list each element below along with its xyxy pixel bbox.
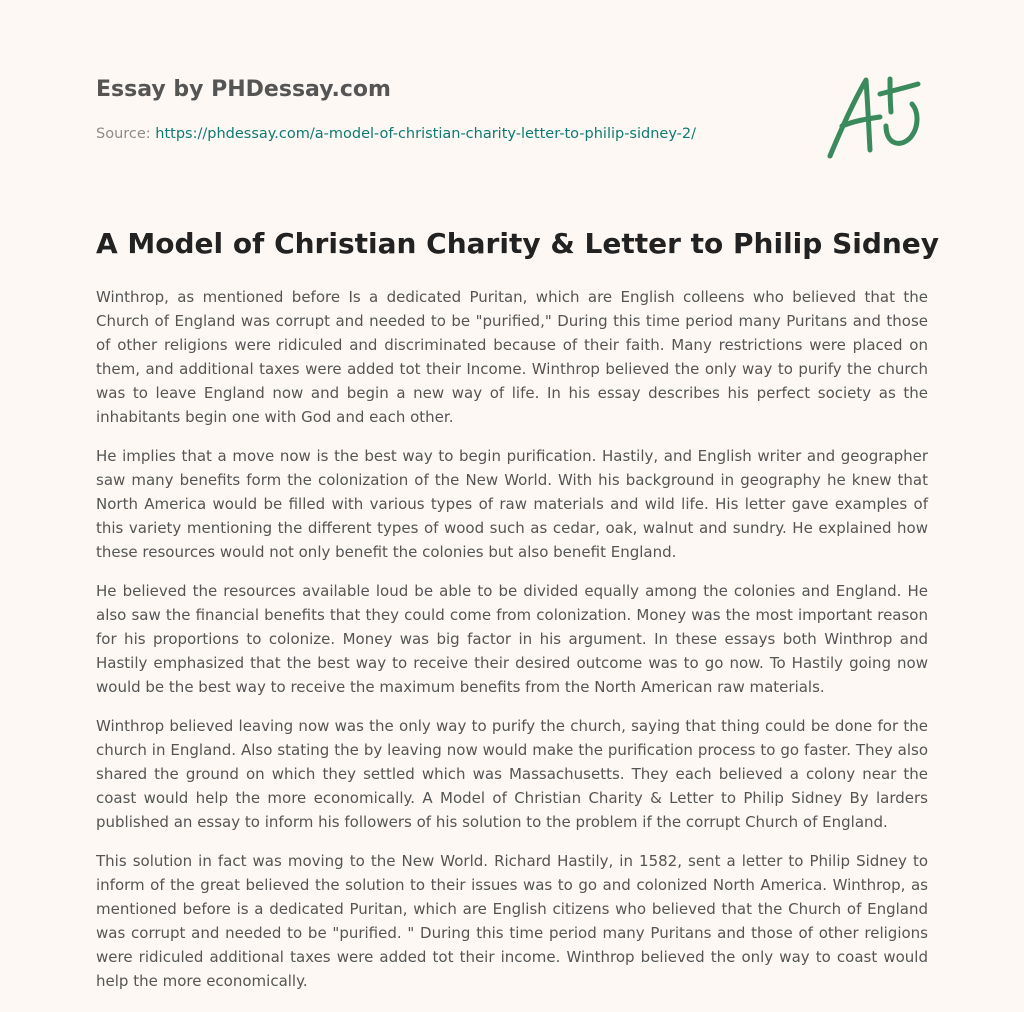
source-line (96, 124, 796, 144)
essay-paragraph: He implies that a move now is the best way to begin purification. Hastily, and English writer and geographer saw many benefits form the colonization of the New World. With his background in geography he knew that North America would be filled with various types of raw materials and wild life. His letter gave examples of this variety mentioning the different types of wood such as cedar, oak, walnut and sundry. He explained how these resources would not only benefit the colonies but also benefit England. (96, 447, 928, 561)
essay-paragraph: Winthrop believed leaving now was the only way to purify the church, saying that thing could be done for the church in England. Also stating the by leaving now would make the purification process to go faster. They also shared the ground on which they settled which was Massachusetts. They each believed a colony near the coast would help the more economically. A Model of Christian Charity & Letter to Philip Sidney By larders published an essay to inform his followers of his solution to the problem if the corrupt Church of England. (96, 717, 928, 831)
essay-title: A Model of Christian Charity & Letter to Philip Sidney (96, 227, 940, 260)
a-plus-grade-icon (824, 70, 926, 162)
header (96, 76, 796, 144)
essay-paragraph: He believed the resources available loud be able to be divided equally among the colonies and England. He also saw the financial benefits that they could come from colonization. Money was the most important reason for his proportions to colonize. Money was big factor in his argument. In these essays both Winthrop and Hastily emphasized that the best way to receive their desired outcome was to go now. To Hastily going now would be the best way to receive the maximum benefits from the North American raw materials. (96, 582, 928, 696)
source-link[interactable]: https://phdessay.com/a-model-of-christian-charity-letter-to-philip-sidney-2/ (155, 126, 697, 142)
source-label: Source: (96, 126, 151, 142)
essay-paragraph: This solution in fact was moving to the New World. Richard Hastily, in 1582, sent a letter to Philip Sidney to inform of the great believed the solution to their issues was to go and colonized North America. Winthrop, as mentioned before is a dedicated Puritan, which are English citizens who believed that the Church of England was corrupt and needed to be "purified. " During this time period many Puritans and those of other religions were ridiculed additional taxes were added tot their income. Winthrop believed the only way to coast would help the more economically. (96, 852, 928, 990)
site-title: Essay by PHDessay.com (96, 77, 391, 102)
essay-paragraph: Winthrop, as mentioned before Is a dedicated Puritan, which are English colleens who believed that the Church of England was corrupt and needed to be "purified," During this time period many Puritans and those of other religions were ridiculed and discriminated because of their faith. Many restrictions were placed on them, and additional taxes were added tot their Income. Winthrop believed the only way to purify the church was to leave England now and begin a new way of life. In his essay describes his perfect society as the inhabitants begin one with God and each other. (96, 288, 928, 426)
essay-body (96, 285, 928, 1008)
